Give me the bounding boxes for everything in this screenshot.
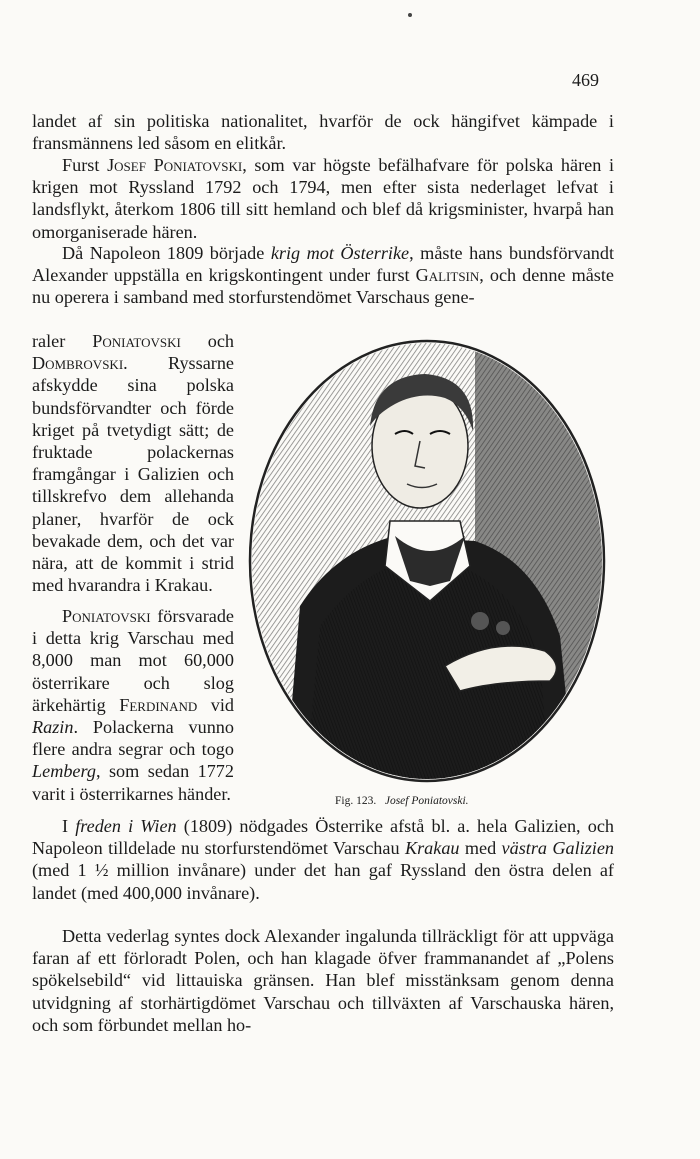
p3-mid: , måste hans bundsförvandt Alexander uppställa en krigskontingent under furst [32,243,615,286]
paragraph-alexander [32,925,614,1036]
portrait-engraving [245,336,610,786]
side1-lead: raler [32,331,93,351]
p3-lead: Då Napoleon 1809 började [62,243,271,263]
portrait-figure [245,336,610,786]
side1-rest: . Ryssarne afskydde sina polska bundsförvandter och förde kriget på tvetydigt sätt; de fruktade polackernas framgångar i Galizien och tillskrefvo dem allehanda planer, hvarför de ock bevakade dem, och det var nära, att de kommit i strid med hvarandra i Krakau. [32,353,234,596]
treaty-name: freden i Wien [75,816,177,836]
p4-med: med [459,838,502,859]
caption-title: Josef Poniatovski. [384,795,469,807]
side1-och: och [180,331,234,351]
side2-mid2: . Polackerna vunno flere andra segrar och togo [32,717,234,760]
paragraph-2-rest: , som var högste befälhafvare för polska hären i krigen mot Ryssland 1792 och 1794, men efter sista nederlaget lefvat i landsflykt, återkom 1806 till sitt hemland och blef då krigsminister, hvarpå han omorganiserade hären. [32,155,614,242]
p4-mid: (1809) nödgades Österrike afstå bl. a. hela Galizien, och Napoleon tilldelade nu storfurstendömet Varschau [32,816,614,859]
paragraph-5-text: Detta vederlag syntes dock Alexander ingalunda tillräckligt för att uppväga faran af ett förloradt Polen, och han klagade öfver frammanandet af „Polens spökelsebild“ vid littauiska gränsen. Han blef misstänksam genom denna utvidgning af storhärtigdömet Varschau och tillväxten af Varschauska hären, och som förbundet mellan ho- [32,926,614,1035]
ferdinand-name: Ferdinand [119,694,198,715]
p4-lead: I [62,816,76,836]
print-speck [408,13,412,17]
paragraph-1-text: landet af sin politiska nationalitet, hvarför de ock hängifvet kämpade i fransmännens led såsom en elitkår. [32,111,614,154]
krakau-place: Krakau [404,838,460,859]
side2-rest: , som sedan 1772 varit i österrikarnes händer. [32,761,234,804]
p3-tail: , och denne måste nu operera i samband med storfurstendömet Varschaus gene- [32,265,614,308]
p4-rest: (med 1 ½ million invånare) under det han gaf Ryssland den östra delen af landet (med 400,000 invånare). [32,860,614,903]
paragraph-vienna-treaty [32,815,614,904]
figure-caption [335,794,595,808]
person-name: Josef Poniatovski [107,155,243,175]
dombrovski-name: Dombrovski [32,353,124,374]
intro-word: Furst [62,155,100,175]
caption-prefix: Fig. 123. [335,795,377,807]
west-galicia: västra Galizien [501,838,614,859]
poniatovski-name-2: Poniatovski [62,606,151,626]
razin-place: Razin [32,717,74,738]
side2-mid: försvarade i detta krig Varschau med 8,000 man mot 60,000 österrikare och slog ärkehärtig [32,606,234,715]
poniatovski-name: Poniatovski [92,331,181,351]
page-number: 469 [572,70,599,90]
war-name: krig mot Österrike [270,243,410,263]
paragraph-continuation [32,110,614,154]
paragraph-napoleon-war [32,242,614,309]
side-column-text-2 [32,605,234,805]
lemberg-place: Lemberg [32,761,96,782]
galitsin-name: Galitsin [415,265,480,286]
side2-vid: vid [197,694,234,715]
paragraph-poniatovski-intro [32,154,614,243]
side-column-text-1 [32,330,234,596]
